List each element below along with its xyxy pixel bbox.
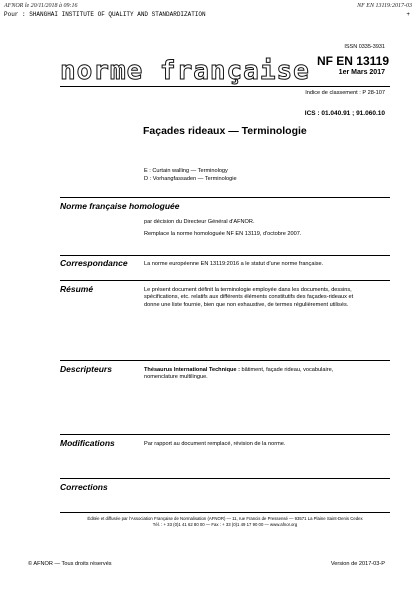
document-title: Façades rideaux — Terminologie [143,125,307,137]
descripteurs-text [144,367,394,382]
section-rule [60,434,390,435]
classification-index: Indice de classement : P 28-107 [305,90,385,96]
section-title-descripteurs: Descripteurs [60,364,112,374]
licensee-line: Pour : SHANGHAI INSTITUTE OF QUALITY AND STANDARDIZATION [4,11,206,18]
norme-francaise-logo: norme française [60,56,310,86]
issn: ISSN 0335-3931 [344,44,385,50]
descriptor-keywords: bâtiment, façade rideau, vocabulaire, [241,367,334,373]
descriptor-keywords-cont: nomenclature multilingue. [144,374,208,381]
header-rule [60,86,390,87]
section-rule [60,478,390,479]
resume-line-2: spécifications, etc. relatifs aux différents éléments constitutifs des façades-rideaux et [144,294,354,301]
publisher-address: Éditée et diffusée par l'Association Française de Normalisation (AFNOR) — 11, rue Francis de Pressensé — 93571 La Plaine Saint-Denis Cedex [87,516,363,521]
footer-rule [60,512,390,513]
correspondance-text: La norme européenne EN 13119:2016 a le statut d'une norme française. [144,261,324,267]
publisher-contact: Tél. : + 33 (0)1 41 62 80 00 — Fax : + 33 (0)1 49 17 90 00 — www.afnor.org [152,522,298,527]
section-title-corrections: Corrections [60,482,108,492]
download-stamp-left: AFNOR le 20/11/2018 à 09:16 [4,3,78,9]
section-rule [60,280,390,281]
version: Version de 2017-03-P [330,561,385,567]
download-stamp-right: NF EN 13119:2017-03 [357,3,412,9]
homologuee-line-1: par décision du Directeur Général d'AFNOR. [144,219,255,225]
english-title: E : Curtain walling — Terminology [144,168,228,174]
modifications-text: Par rapport au document remplacé, révision de la norme. [144,441,286,447]
resume-text [144,287,394,309]
resume-line-1: Le présent document définit la terminologie employée dans les documents, dessins, [144,287,352,293]
section-title-modifications: Modifications [60,438,115,448]
german-title: D : Vorhangfassaden — Terminologie [144,176,237,182]
publication-date: 1er Mars 2017 [338,69,385,76]
plus-mark: + [406,11,410,18]
standard-number: NF EN 13119 [316,54,389,68]
resume-line-3: donne une liste fournie, bien que non exhaustive, de termes régulièrement utilisés. [144,301,349,308]
section-title-correspondance: Correspondance [60,258,128,268]
section-rule [60,197,390,198]
ics-codes: ICS : 01.040.91 ; 91.060.10 [304,110,385,117]
thesaurus-label: Thésaurus International Technique : [144,367,240,373]
section-rule [60,360,390,361]
copyright: © AFNOR — Tous droits réservés [28,561,112,567]
section-title-resume: Résumé [60,284,94,294]
section-title-homologuee: Norme française homologuée [60,201,180,211]
homologuee-line-2: Remplace la norme homologuée NF EN 13119, d'octobre 2007. [144,231,302,237]
section-rule [60,255,390,256]
